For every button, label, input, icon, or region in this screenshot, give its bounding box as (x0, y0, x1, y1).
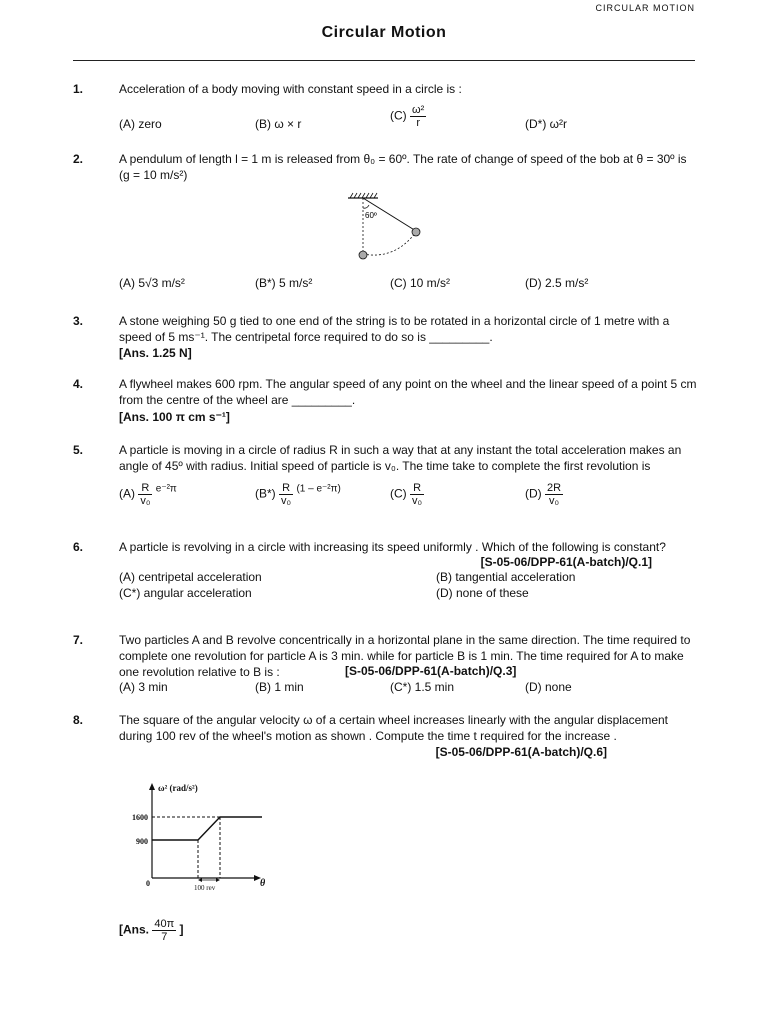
q8-reference: [S-05-06/DPP-61(A-batch)/Q.6] (435, 745, 607, 759)
q8-answer-prefix: [Ans. (119, 922, 149, 937)
q5-option-a-label: (A) (119, 486, 135, 501)
q6-option-d: (D) none of these (436, 586, 529, 600)
q5-option-c-denominator: v₀ (412, 495, 423, 507)
q8-answer-fraction (152, 918, 176, 943)
q5-option-a-fraction (138, 482, 152, 507)
pendulum-bob-lowest (359, 251, 367, 259)
pendulum-figure (340, 190, 430, 265)
q6-number: 6. (73, 540, 84, 554)
q7-text: Two particles A and B revolve concentrically in a horizontal plane in the same direction. The time required to complete one revolution for particle A is 3 min. while for particle B is 1 min. The time required for A to make one revolution relative to B is : (119, 633, 691, 679)
q5-option-b-fraction (279, 482, 293, 507)
q5-option-a-exponential: e⁻²π (155, 483, 177, 495)
q8-text: The square of the angular velocity ω of a certain wheel increases linearly with the angular displacement during 100 rev of the wheel's motion as shown . Compute the time t required for the increase . (119, 713, 668, 743)
q2-option-d: (D) 2.5 m/s² (525, 276, 589, 290)
y-tick-900: 900 (136, 837, 148, 846)
q3-number: 3. (73, 314, 84, 328)
q2-number: 2. (73, 152, 84, 166)
q5-number: 5. (73, 443, 84, 457)
page-title: Circular Motion (321, 24, 447, 41)
q2-option-b: (B*) 5 m/s² (255, 276, 313, 290)
q5-option-b-factor: (1 – e⁻²π) (296, 483, 341, 495)
q1-option-c-denominator: r (416, 117, 420, 129)
angle-arc (363, 205, 369, 208)
q1-text: Acceleration of a body moving with constant speed in a circle is : (119, 82, 462, 96)
q1-option-c-label: (C) (390, 108, 407, 123)
q8-answer-denominator: 7 (161, 931, 168, 943)
q1-option-c-fraction (410, 104, 426, 129)
q5-option-a-numerator: R (138, 482, 152, 495)
q3-text: A stone weighing 50 g tied to one end of the string is to be rotated in a horizontal circle of 1 metre with a speed of 5 ms⁻¹. The centripetal force required to do so is _________. (119, 314, 670, 344)
q5-option-a-denominator: v₀ (140, 495, 151, 507)
q6-option-b: (B) tangential acceleration (436, 570, 576, 584)
q5-option-b-numerator: R (279, 482, 293, 495)
q4-number: 4. (73, 377, 84, 391)
running-header: CIRCULAR MOTION (595, 3, 695, 13)
q4-text: A flywheel makes 600 rpm. The angular speed of any point on the wheel and the linear speed of a point 5 cm from the centre of the wheel are _________. (119, 377, 697, 407)
support-hatching (350, 193, 377, 198)
y-axis-arrow (149, 783, 155, 790)
q1-option-b: (B) ω × r (255, 117, 302, 131)
q8-number: 8. (73, 713, 84, 727)
q5-option-b (255, 482, 341, 507)
origin-label: 0 (146, 879, 150, 888)
omega-squared-graph (130, 778, 280, 893)
q2-option-a: (A) 5√3 m/s² (119, 276, 185, 290)
q7-option-d: (D) none (525, 680, 572, 694)
q1-option-c-numerator: ω² (412, 104, 425, 116)
q5-option-c-fraction (410, 482, 424, 507)
q7-option-c: (C*) 1.5 min (390, 680, 455, 694)
q2-text: A pendulum of length l = 1 m is released from θ₀ = 60º. The rate of change of speed of the bob at θ = 30º is (g = 10 m/s²) (119, 152, 687, 182)
y-axis-label: ω² (rad/s²) (158, 783, 198, 793)
angle-label: 60º (365, 211, 377, 220)
q7-reference: [S-05-06/DPP-61(A-batch)/Q.3] (345, 664, 517, 678)
q3-answer: [Ans. 1.25 N] (119, 346, 192, 360)
q8-answer (119, 918, 184, 943)
q5-option-d (525, 482, 563, 507)
q5-option-d-fraction (545, 482, 563, 507)
omega-squared-curve (152, 817, 262, 840)
q5-option-b-label: (B*) (255, 486, 276, 501)
title-rule (73, 60, 695, 61)
q5-option-c-numerator: R (410, 482, 424, 495)
q7-option-a: (A) 3 min (119, 680, 168, 694)
q4-answer: [Ans. 100 π cm s⁻¹] (119, 410, 230, 424)
q5-option-a (119, 482, 177, 507)
q1-option-d: (D*) ω²r (525, 117, 568, 131)
q1-option-a: (A) zero (119, 117, 162, 131)
q5-option-d-label: (D) (525, 486, 542, 501)
q6-option-c: (C*) angular acceleration (119, 586, 252, 600)
q7-number: 7. (73, 633, 84, 647)
q5-option-d-numerator: 2R (547, 482, 562, 494)
q5-option-d-denominator: v₀ (549, 495, 560, 507)
q8-answer-suffix: ] (179, 922, 184, 937)
q5-option-c-label: (C) (390, 486, 407, 501)
span-label: 100 rev (194, 884, 216, 892)
x-axis-label: θ (260, 878, 266, 889)
q1-number: 1. (73, 82, 84, 96)
q8-answer-numerator: 40π (154, 918, 175, 930)
q6-text: A particle is revolving in a circle with increasing its speed uniformly . Which of the following is constant? (119, 540, 666, 554)
q2-option-c: (C) 10 m/s² (390, 276, 450, 290)
q1-option-c (390, 104, 426, 129)
q5-option-b-denominator: v₀ (281, 495, 292, 507)
q5-text: A particle is moving in a circle of radius R in such a way that at any instant the total acceleration makes an angle of 45º with radius. Initial speed of particle is v₀. The time take to complete the first revolution is (119, 443, 682, 473)
q6-option-a: (A) centripetal acceleration (119, 570, 262, 584)
q6-reference: [S-05-06/DPP-61(A-batch)/Q.1] (480, 555, 652, 569)
q7-option-b: (B) 1 min (255, 680, 304, 694)
pendulum-bob (412, 228, 420, 236)
y-tick-1600: 1600 (132, 813, 148, 822)
q5-option-c (390, 482, 424, 507)
swing-arc (363, 232, 416, 255)
